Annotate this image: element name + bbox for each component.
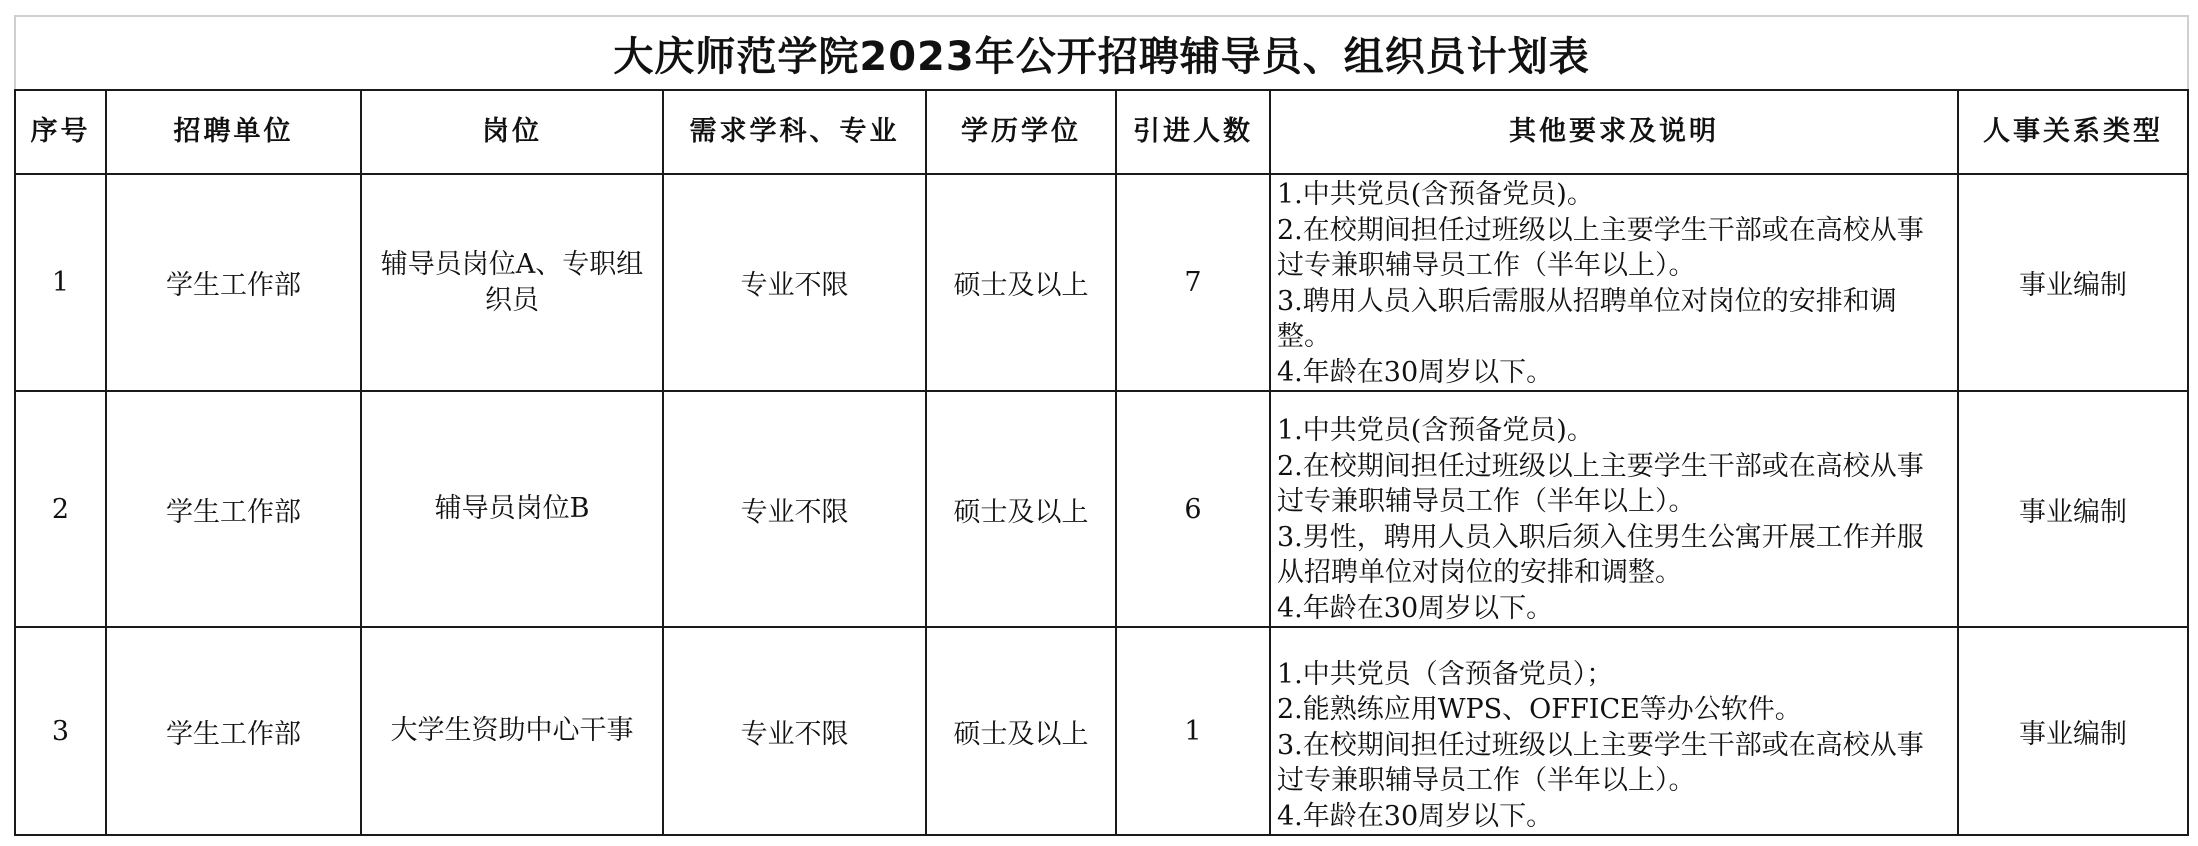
requirement-item: 2.在校期间担任过班级以上主要学生干部或在高校从事过专兼职辅导员工作（半年以上）。: [1277, 214, 1924, 281]
requirement-item: 3.聘用人员入职后需服从招聘单位对岗位的安排和调整。: [1277, 285, 1897, 352]
header-unit: 招聘单位: [106, 90, 361, 174]
header-personnel-type-label: 人事关系类型: [1983, 116, 2164, 148]
requirement-item: 2.能熟练应用WPS、OFFICE等办公软件。: [1277, 694, 1802, 725]
table-row: [15, 174, 2188, 391]
cell-position: [361, 627, 663, 835]
cell-degree: 硕士及以上: [926, 391, 1116, 627]
table-title: 大庆师范学院2023年公开招聘辅导员、组织员计划表: [15, 16, 2188, 90]
requirement-item: 1.中共党员(含预备党员)。: [1277, 179, 1594, 210]
cell-degree: 硕士及以上: [926, 627, 1116, 835]
recruitment-plan-table: [14, 15, 2189, 836]
cell-position-label: 大学生资助中心干事: [390, 715, 634, 747]
cell-no: 1: [15, 174, 106, 391]
header-personnel-type: [1958, 90, 2188, 174]
requirement-item: 2.在校期间担任过班级以上主要学生干部或在高校从事过专兼职辅导员工作（半年以上）。: [1277, 450, 1924, 517]
header-no: 序号: [15, 90, 106, 174]
cell-position: [361, 174, 663, 391]
cell-count: 7: [1116, 174, 1270, 391]
cell-requirements: [1270, 627, 1958, 835]
cell-no: 2: [15, 391, 106, 627]
requirement-item: 1.中共党员(含预备党员)。: [1277, 415, 1594, 446]
requirement-item: 4.年龄在30周岁以下。: [1277, 592, 1554, 624]
cell-personnel-type: 事业编制: [1958, 627, 2188, 835]
cell-major: 专业不限: [663, 627, 926, 835]
header-major: 需求学科、专业: [663, 90, 926, 174]
cell-count: 1: [1116, 627, 1270, 835]
cell-position-label: 辅导员岗位A、专职组织员: [380, 249, 644, 316]
header-position: 岗位: [361, 90, 663, 174]
cell-major: 专业不限: [663, 391, 926, 627]
header-count: 引进人数: [1116, 90, 1270, 174]
cell-personnel-type: 事业编制: [1958, 391, 2188, 627]
requirement-item: 4.年龄在30周岁以下。: [1277, 356, 1554, 388]
cell-personnel-type: 事业编制: [1958, 174, 2188, 391]
cell-requirements: [1270, 174, 1958, 391]
cell-requirements: [1270, 391, 1958, 627]
table-row: [15, 391, 2188, 627]
cell-unit: 学生工作部: [106, 627, 361, 835]
table-row: [15, 627, 2188, 835]
requirement-item: 3.男性，聘用人员入职后须入住男生公寓开展工作并服从招聘单位对岗位的安排和调整。: [1277, 521, 1924, 588]
cell-unit: 学生工作部: [106, 174, 361, 391]
cell-unit: 学生工作部: [106, 391, 361, 627]
header-requirements: 其他要求及说明: [1270, 90, 1958, 174]
cell-major: 专业不限: [663, 174, 926, 391]
requirement-item: 1.中共党员（含预备党员）；: [1277, 658, 1614, 690]
cell-position: [361, 391, 663, 627]
requirement-item: 3.在校期间担任过班级以上主要学生干部或在高校从事过专兼职辅导员工作（半年以上）。: [1277, 729, 1924, 796]
cell-no: 3: [15, 627, 106, 835]
requirement-item: 4.年龄在30周岁以下。: [1277, 800, 1554, 832]
cell-degree: 硕士及以上: [926, 174, 1116, 391]
cell-position-label: 辅导员岗位B: [434, 493, 590, 525]
cell-count: 6: [1116, 391, 1270, 627]
header-degree: 学历学位: [926, 90, 1116, 174]
